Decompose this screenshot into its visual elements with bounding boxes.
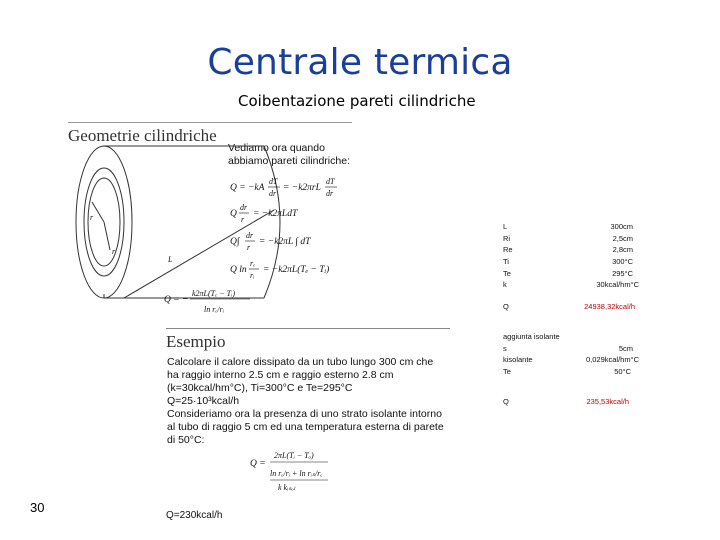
data-table — [503, 221, 643, 407]
example-line: Calcolare il calore dissipato da un tubo lungo 300 cm che — [167, 356, 434, 368]
page-number: 30 — [30, 500, 45, 515]
row-label: s — [503, 343, 507, 353]
svg-text:dT: dT — [326, 177, 335, 186]
svg-text:= −k2πL ∫ dT: = −k2πL ∫ dT — [259, 237, 311, 247]
example-line: ha raggio interno 2.5 cm e raggio esterno 2.8 cm — [167, 369, 394, 381]
row-value: 300cm — [610, 222, 633, 231]
svg-text:rᵢ: rᵢ — [250, 271, 255, 280]
example-line: al tubo di raggio 5 cm ed una temperatura esterna di parete — [167, 421, 444, 433]
svg-text:ln rₑ/rᵢ: ln rₑ/rᵢ — [204, 305, 225, 314]
table-row — [503, 343, 643, 355]
table-row — [503, 268, 643, 280]
q-label: Q — [503, 396, 509, 406]
row-value: 2,8cm — [612, 245, 633, 255]
svg-text:r: r — [90, 213, 94, 222]
row-label: kisolante — [503, 355, 533, 365]
row-label: Re — [503, 245, 513, 255]
svg-text:Q = −: Q = − — [164, 295, 189, 305]
q-value: 235,53kcal/h — [586, 396, 629, 406]
example-line: Q=25·10³kcal/h — [167, 395, 240, 407]
svg-text:r: r — [247, 243, 251, 252]
table-row — [503, 233, 643, 245]
row-label: Te — [503, 366, 511, 376]
q-result-row — [503, 396, 643, 408]
svg-text:k2πL(Tₑ − Tᵢ): k2πL(Tₑ − Tᵢ) — [192, 289, 235, 298]
row-label: L — [503, 222, 508, 231]
svg-text:Q ln: Q ln — [230, 265, 247, 275]
row-value: 50°C — [614, 366, 631, 376]
figure-rule-example — [166, 328, 450, 329]
svg-text:= −k2πrL: = −k2πrL — [283, 183, 321, 193]
svg-text:= −k2πLdT: = −k2πLdT — [253, 209, 298, 219]
row-value: 295°C — [612, 268, 633, 278]
svg-text:dr: dr — [240, 203, 248, 212]
table-row — [503, 366, 643, 378]
scanned-figure — [64, 120, 454, 530]
intro-line: abbiamo pareti cilindriche: — [228, 155, 350, 167]
svg-text:= −k2πL(Tₑ − Tᵢ): = −k2πL(Tₑ − Tᵢ) — [263, 265, 330, 275]
q-value: 24938,32kcal/h — [584, 302, 635, 312]
row-label: Ri — [503, 233, 511, 243]
row-value: 0,029kcal/hm°C — [585, 355, 639, 365]
intro-line: Vediamo ora quando — [228, 142, 325, 154]
q-result-row — [503, 301, 643, 313]
row-value: 5cm — [618, 343, 633, 353]
row-value: 30kcal/hm°C — [596, 280, 639, 290]
svg-text:r: r — [112, 247, 116, 256]
svg-text:dr: dr — [246, 231, 254, 240]
example-result: Q=230kcal/h — [166, 510, 223, 521]
insulation-header: aggiunta isolante — [503, 331, 560, 341]
svg-text:Q∫: Q∫ — [230, 237, 240, 247]
figure-heading-geometry: Geometrie cilindriche — [68, 126, 217, 145]
row-label: Ti — [503, 257, 509, 267]
svg-text:dr: dr — [269, 189, 277, 198]
q-label: Q — [503, 302, 509, 312]
cylinder-diagram — [64, 120, 454, 530]
table-row — [503, 221, 643, 233]
svg-text:dr: dr — [326, 189, 334, 198]
row-label: k — [503, 280, 507, 290]
svg-text:rₑ: rₑ — [250, 259, 256, 268]
svg-text:Q: Q — [230, 209, 237, 219]
example-text — [167, 356, 444, 447]
row-value: 2,5cm — [612, 233, 633, 243]
svg-text:k kᵢₛₒₗ: k kᵢₛₒₗ — [278, 483, 295, 492]
table-row — [503, 256, 643, 268]
svg-text:ln rₑ/rᵢ + ln rᵢₛ/rₑ: ln rₑ/rᵢ + ln rᵢₛ/rₑ — [270, 469, 323, 478]
svg-text:Q = −kA: Q = −kA — [230, 183, 265, 193]
example-line: (k=30kcal/hm°C), Ti=300°C e Te=295°C — [167, 382, 353, 394]
row-value: 300°C — [612, 257, 633, 267]
slide-subtitle: Coibentazione pareti cilindriche — [238, 92, 476, 110]
svg-text:dT: dT — [269, 177, 278, 186]
svg-text:2πL(Tᵢ − Tₐ): 2πL(Tᵢ − Tₐ) — [274, 451, 314, 460]
row-label: Te — [503, 268, 511, 278]
figure-heading-example: Esempio — [166, 332, 226, 351]
svg-text:Q =: Q = — [250, 459, 266, 469]
example-line: di 50°C: — [167, 434, 205, 446]
example-line: Consideriamo ora la presenza di uno strato isolante intorno — [167, 408, 442, 420]
table-row — [503, 354, 643, 366]
svg-text:L: L — [168, 255, 173, 264]
slide-title: Centrale termica — [207, 42, 513, 83]
svg-text:r: r — [241, 215, 245, 224]
table-row — [503, 279, 643, 291]
table-row — [503, 244, 643, 256]
